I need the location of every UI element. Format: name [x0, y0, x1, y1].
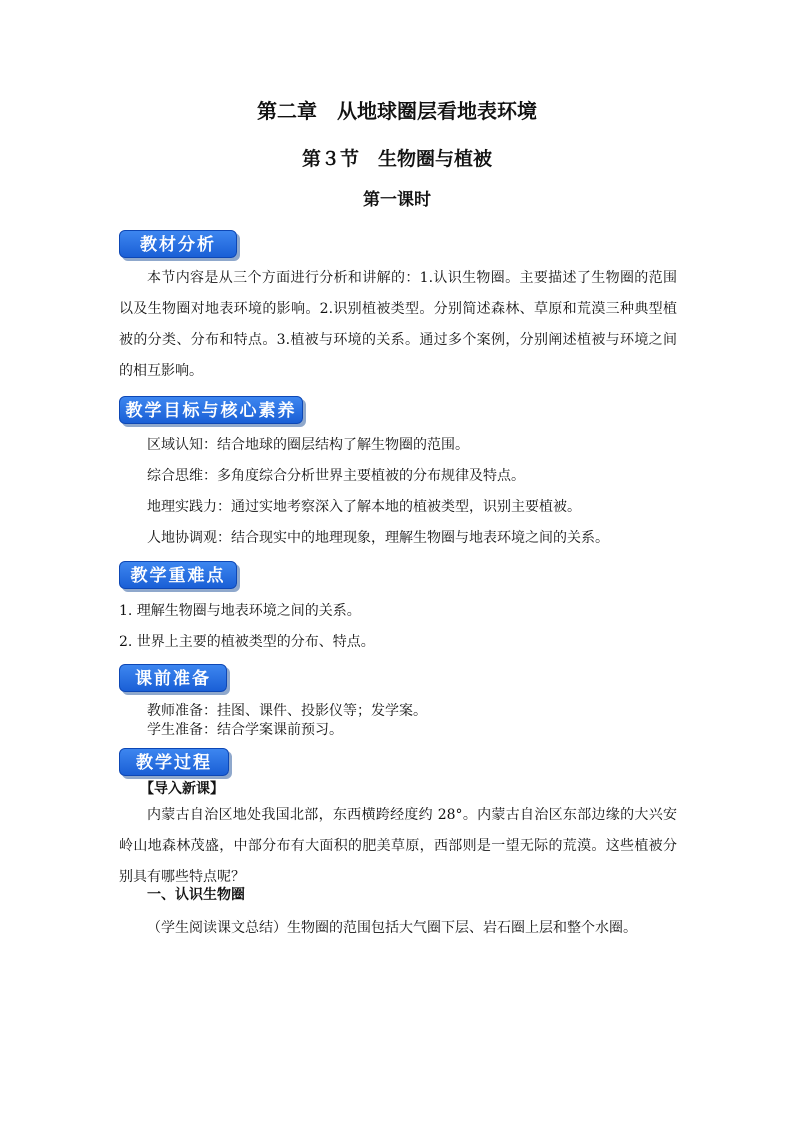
preparation-item: 学生准备：结合学案课前预习。	[147, 722, 343, 738]
chapter-title: 第二章 从地球圈层看地表环境	[257, 99, 537, 123]
process-badge: 教学过程	[119, 748, 229, 776]
intro-heading: 【导入新课】	[140, 781, 224, 797]
preparation-item: 教师准备：挂图、课件、投影仪等；发学案。	[147, 703, 427, 719]
section-title: 第３节 生物圈与植被	[301, 148, 492, 170]
intro-paragraph: 内蒙古自治区地处我国北部，东西横跨经度约 28°。内蒙古自治区东部边缘的大兴安岭山地森林茂盛，中部分布有大面积的肥美草原，西部则是一望无际的荒漠。这些植被分别具有哪些特点呢？	[119, 807, 677, 885]
key-point-item: 1. 理解生物圈与地表环境之间的关系。	[119, 603, 361, 619]
key-point-item: 2. 世界上主要的植被类型的分布、特点。	[119, 634, 375, 650]
subheading-biosphere: 一、认识生物圈	[147, 887, 245, 903]
textbook-analysis-paragraph: 本节内容是从三个方面进行分析和讲解的：1.认识生物圈。主要描述了生物圈的范围以及生物圈对地表环境的影响。2.识别植被类型。分别简述森林、草原和荒漠三种典型植被的分类、分布和特点。3.植被与环境的关系。通过多个案例，分别阐述植被与环境之间的相互影响。	[119, 270, 677, 379]
objective-item: 人地协调观：结合现实中的地理现象，理解生物圈与地表环境之间的关系。	[147, 530, 609, 546]
preparation-badge: 课前准备	[119, 664, 227, 692]
textbook-analysis-badge: 教材分析	[119, 230, 237, 258]
lesson-title: 第一课时	[363, 190, 431, 210]
biosphere-paragraph: （学生阅读课文总结）生物圈的范围包括大气圈下层、岩石圈上层和整个水圈。	[147, 920, 637, 936]
objective-item: 综合思维：多角度综合分析世界主要植被的分布规律及特点。	[147, 468, 525, 484]
objectives-badge: 教学目标与核心素养	[119, 396, 303, 424]
key-points-badge: 教学重难点	[119, 561, 237, 589]
objective-item: 地理实践力：通过实地考察深入了解本地的植被类型，识别主要植被。	[147, 499, 581, 515]
objective-item: 区域认知：结合地球的圈层结构了解生物圈的范围。	[147, 437, 469, 453]
